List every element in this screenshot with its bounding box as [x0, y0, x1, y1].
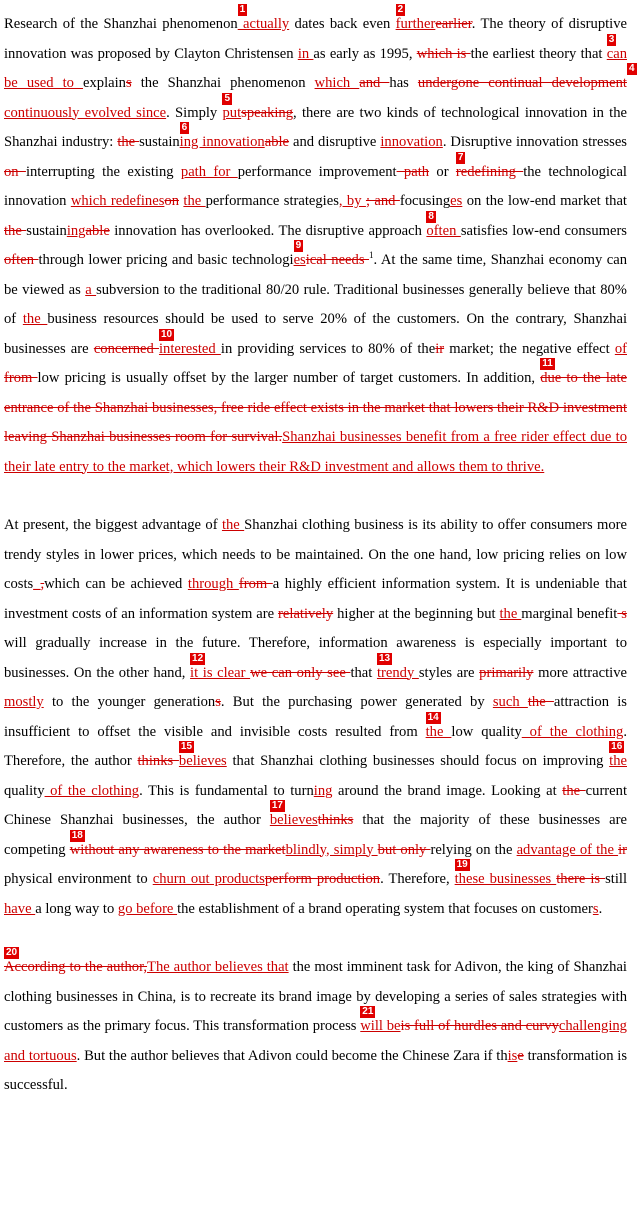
insertion[interactable]: it is clear [190, 664, 251, 681]
deletion[interactable]: there is [556, 871, 606, 887]
deletion[interactable]: undergone continual development [417, 75, 627, 91]
text: that [350, 664, 377, 681]
text: low pricing is usually offset by the larger number of target customers. In addition, [37, 370, 541, 386]
text: sustain [26, 222, 67, 239]
insertion[interactable]: have [4, 900, 36, 917]
text: . Disruptive innovation stresses [442, 134, 627, 150]
deletion[interactable]: e [517, 1047, 524, 1064]
insertion[interactable]: churn out products [152, 871, 265, 887]
deletion[interactable]: , [40, 576, 45, 592]
text: . This is fundamental to turn [139, 782, 314, 799]
text: or [429, 163, 456, 180]
deletion[interactable]: path [396, 163, 430, 180]
text: the Shanzhai phenomenon [131, 75, 315, 91]
text: . At the same time, Shanzhai economy can be viewed as [4, 252, 628, 298]
text: business resources should be used to serve 20% of the customers. On the contrary, Shanzhai businesses are [4, 311, 627, 357]
deletion[interactable]: primarily [479, 664, 534, 681]
text: performance improvement [237, 163, 397, 180]
insertion[interactable]: can be used to [4, 45, 627, 91]
text: around the brand image. Looking at [332, 782, 563, 799]
insertion[interactable]: through [187, 576, 239, 592]
paragraph-3: 20 According to the author,The author believes that the most imminent task for Adivon, the king of Shanzhai clothing businesses in China, is to recreate its brand image by developing a series of sales strategies with customers as the primary focus. This transformation process 21 will beis full of hurdles and curvychallenging and tortuous. But the author believes that Adivon could become the Chinese Zara if thise transformation is successful. [4, 947, 627, 1093]
text: . The theory of disruptive innovation was proposed by Clayton Christensen [4, 16, 627, 62]
text: . Therefore, [380, 871, 455, 887]
text: physical environment to [4, 871, 153, 887]
text: the most imminent task for Adivon, the king of Shanzhai clothing businesses in China, is to recreate its brand image by developing a series of sales strategies with customers as the primary focus. This transformation process [4, 959, 627, 1034]
text: and disruptive [289, 134, 381, 150]
text: as early as 1995, [313, 45, 417, 62]
text: . [598, 900, 603, 917]
insertion[interactable]: which redefines [70, 193, 165, 209]
insertion[interactable]: path for [180, 163, 238, 180]
insertion[interactable]: blindly, simply [285, 841, 378, 858]
text: a highly efficient information system. It is undeniable that investment costs of an information system are [4, 576, 627, 622]
insertion[interactable]: interested [158, 340, 221, 357]
deletion[interactable]: concerned [93, 340, 159, 357]
text: . Simply [166, 104, 223, 121]
insertion[interactable]: es [293, 252, 306, 268]
insertion[interactable]: innovation [380, 134, 443, 150]
text: Shanzhai clothing business is its ability to offer consumers more trendy styles in lower prices, which needs to be maintained. On the one hand, low pricing relies on low costs [4, 517, 628, 592]
deletion[interactable]: on [164, 193, 179, 209]
text: , there are two kinds of technological innovation in the Shanzhai industry: [4, 104, 627, 150]
insertion[interactable]: ing [66, 222, 86, 239]
text: which can be achieved [44, 576, 188, 592]
text: explain [83, 75, 126, 91]
deletion[interactable]: ; and [365, 193, 400, 209]
text: that Shanzhai clothing businesses should focus on improving [226, 753, 610, 769]
deletion[interactable]: ir [435, 340, 445, 357]
text: more attractive [533, 664, 627, 681]
insertion[interactable]: of the clothing [44, 782, 140, 799]
text: . But the author believes that Adivon could become the Chinese Zara if th [76, 1047, 508, 1064]
deletion[interactable]: the [117, 134, 140, 150]
insertion[interactable]: s [592, 900, 599, 917]
insertion[interactable]: the [221, 517, 245, 533]
text: . But the purchasing power generated by [220, 694, 493, 710]
insertion[interactable]: The author believes that [147, 959, 289, 975]
deletion[interactable]: we can only see [250, 664, 351, 681]
insertion[interactable]: challenging and tortuous [4, 1018, 627, 1064]
insertion[interactable]: is [507, 1047, 518, 1064]
text: still [605, 871, 628, 887]
insertion[interactable]: these businesses [454, 871, 557, 887]
deletion[interactable]: often [4, 252, 39, 268]
text: a long way to [35, 900, 118, 917]
insertion[interactable]: which [314, 75, 360, 91]
insertion[interactable]: the [22, 311, 48, 327]
text: the technological innovation [4, 163, 627, 209]
insertion[interactable]: the [499, 605, 522, 622]
deletion[interactable]: able [85, 222, 110, 239]
text: marginal benefit [521, 605, 618, 622]
deletion[interactable]: ir [618, 841, 627, 858]
deletion[interactable]: s [125, 75, 132, 91]
deletion[interactable]: due to the late entrance of the Shanzhai businesses, free ride effect exists in the market that lowers their R&D investment leaving Shanzhai businesses room for survival. [4, 370, 627, 445]
text: through lower pricing and basic technologi [38, 252, 294, 268]
insertion[interactable]: believes [269, 812, 318, 828]
deletion[interactable]: redefining [455, 163, 524, 180]
deletion[interactable]: from [238, 576, 273, 592]
deletion[interactable]: the [562, 782, 586, 799]
text: . Therefore, the author [4, 723, 628, 769]
insertion[interactable]: es [450, 193, 463, 209]
deletion[interactable]: without any awareness to the market [69, 841, 286, 858]
deletion[interactable]: s [215, 694, 221, 710]
insertion[interactable]: in [297, 45, 314, 62]
insertion[interactable]: believes [178, 753, 227, 769]
insertion[interactable]: , by [338, 193, 366, 209]
deletion[interactable]: able [264, 134, 290, 150]
text: the establishment of a brand operating system that focuses on customer [177, 900, 593, 917]
text: quality [4, 782, 45, 799]
text: performance strategies [205, 193, 339, 209]
insertion[interactable]: ing innovation [179, 134, 265, 150]
deletion[interactable]: the [4, 222, 27, 239]
paragraph-1: Research of the Shanzhai phenomenon 1 actually dates back even 2 furtherearlier. The theory of disruptive innovation was proposed by Clayton Christensen in as early as 1995, which is the earliest theory that 3 can be used to explains the Shanzhai phenomenon which and has undergone continual development 4 continuously evolved since. Simply 5 putspeaking, there are two kinds of technological innovation in the Shanzhai industry: the sustain 6 ing innovationable and disruptive innovation. Disruptive innovation stresses on interrupting the existing path for performance improvement path or 7 redefining the technological innovation which redefineson the performance strategies, by ; and focusinges on the low-end market that the sustainingable innovation has overlooked. The disruptive approach 8 often satisfies low-end consumers often through lower pricing and basic technologi 9 esical needs $^1$. At the same time, Shanzhai economy can be viewed as a subversion to the traditional 80/20 rule. Traditional businesses generally believe that 80% of the business resources should be used to serve 20% of the customers. On the contrary, Shanzhai businesses are concerned 10 interested in providing services to 80% of their market; the negative effect of from low pricing is usually offset by the larger number of target customers. In addition, 11 due to the late entrance of the Shanzhai businesses, free ride effect exists in the market that lowers their R&D investment leaving Shanzhai businesses room for survival.Shanzhai businesses benefit from a free rider effect due to their late entry to the market, which lowers their R&D investment and allows them to thrive. [4, 4, 635, 475]
deletion[interactable]: ical needs [305, 252, 370, 268]
insertion[interactable]: go before [117, 900, 178, 917]
text: has [389, 75, 418, 91]
deletion[interactable]: speaking [241, 104, 294, 121]
insertion[interactable]: Shanzhai businesses benefit from a free rider effect due to their late entry to the market, which lowers their R&D investment and allows them to thrive. [4, 429, 627, 475]
text: will gradually increase in the future. Therefore, information awareness is especially important to businesses. On the other hand, [4, 635, 627, 681]
insertion[interactable]: actually [237, 16, 290, 32]
deletion[interactable]: thinks [317, 812, 354, 828]
insertion[interactable]: put [222, 104, 242, 121]
text: innovation has overlooked. The disruptive approach [109, 222, 427, 239]
text: the earliest theory that [470, 45, 607, 62]
text: on the low-end market that [462, 193, 627, 209]
text: that the majority of these businesses are competing [4, 812, 627, 858]
text: to the younger generation [43, 694, 216, 710]
text: At present, the biggest advantage of [4, 517, 222, 533]
insertion[interactable]: mostly [4, 694, 44, 710]
deletion[interactable]: relatively [278, 605, 334, 622]
text: interrupting the existing [25, 163, 181, 180]
text: focusing [399, 193, 451, 209]
text: styles are [418, 664, 480, 681]
text: in providing services to 80% of the [220, 340, 436, 357]
text: market; the negative effect [444, 340, 615, 357]
insertion[interactable]: will be [360, 1018, 401, 1034]
footnote-reference[interactable]: 1 [369, 250, 374, 261]
insertion[interactable]: the [609, 753, 627, 769]
text: relying on the [430, 841, 517, 858]
deletion[interactable]: earlier [435, 16, 472, 32]
insertion[interactable]: such [492, 694, 528, 710]
deletion[interactable]: from [4, 370, 38, 386]
insertion[interactable]: the [183, 193, 206, 209]
text: transformation is successful. [4, 1047, 627, 1093]
deletion[interactable]: s [617, 605, 627, 622]
deletion[interactable]: on [4, 163, 26, 180]
insertion[interactable]: advantage of the [516, 841, 619, 858]
insertion[interactable]: of [614, 340, 627, 357]
text: low quality [451, 723, 522, 740]
insertion[interactable]: the [425, 723, 452, 740]
deletion[interactable]: which is [416, 45, 471, 62]
text: attraction is insufficient to offset the visible and invisible costs resulted from [4, 694, 627, 740]
insertion[interactable]: a [85, 281, 97, 298]
insertion[interactable]: often [426, 222, 461, 239]
text: higher at the beginning but [333, 605, 500, 622]
deletion[interactable]: is full of hurdles and curvy [400, 1018, 559, 1034]
deletion[interactable]: According to the author, [4, 959, 148, 975]
text: sustain [139, 134, 180, 150]
insertion[interactable]: further [395, 16, 436, 32]
insertion[interactable]: _ [33, 576, 41, 592]
paragraph-2: At present, the biggest advantage of the Shanzhai clothing business is its ability to offer consumers more trendy styles in lower prices, which needs to be maintained. On the one hand, low pricing relies on low costs_,which can be achieved through from a highly efficient information system. It is undeniable that investment costs of an information system are relatively higher at the beginning but the marginal benefit s will gradually increase in the future. Therefore, information awareness is especially important to businesses. On the other hand, 12 it is clear we can only see that 13 trendy styles are primarily more attractive mostly to the younger generations. But the purchasing power generated by such the attraction is insufficient to offset the visible and invisible costs resulted from 14 the low quality of the clothing. Therefore, the author thinks 15 believes that Shanzhai clothing businesses should focus on improving 16 the quality of the clothing. This is fundamental to turning around the brand image. Looking at the current Chinese Shanzhai businesses, the author 17 believesthinks that the majority of these businesses are competing 18 without any awareness to the marketblindly, simply but only relying on the advantage of the ir physical environment to churn out productsperform production. Therefore, 19 these businesses there is still have a long way to go before the establishment of a brand operating system that focuses on customers. [4, 517, 628, 917]
insertion[interactable]: of the clothing [521, 723, 624, 740]
text: dates back even [289, 16, 396, 32]
deletion[interactable]: but only [377, 841, 431, 858]
text: subversion to the traditional 80/20 rule. Traditional businesses generally believe that 80% of [4, 281, 627, 327]
deletion[interactable]: perform production [264, 871, 381, 887]
deletion[interactable]: and [359, 75, 390, 91]
insertion[interactable]: ing [313, 782, 333, 799]
insertion[interactable]: trendy [376, 664, 419, 681]
deletion[interactable]: the [527, 694, 554, 710]
text: Research of the Shanzhai phenomenon [4, 16, 238, 32]
text: current Chinese Shanzhai businesses, the author [4, 782, 627, 828]
text: satisfies low-end consumers [460, 222, 627, 239]
deletion[interactable]: thinks [137, 753, 179, 769]
insertion[interactable]: continuously evolved since [4, 104, 167, 121]
